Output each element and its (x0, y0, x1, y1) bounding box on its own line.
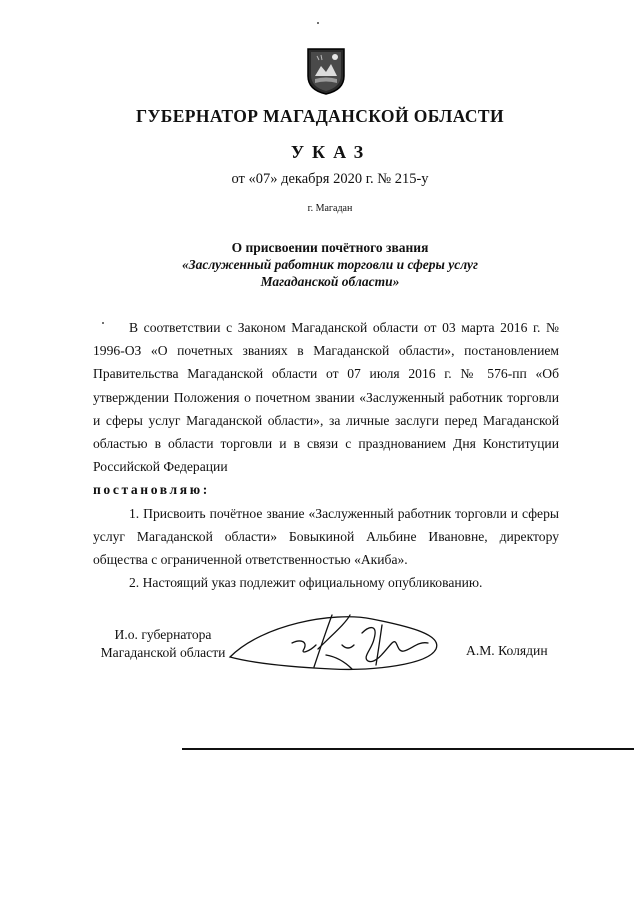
issuing-authority: ГУБЕРНАТОР МАГАДАНСКОЙ ОБЛАСТИ (135, 106, 504, 126)
title-line-3: Магаданской области» (260, 274, 400, 289)
document-type: УКАЗ (290, 142, 372, 162)
decree-word: постановляю: (93, 482, 210, 498)
item-2: 2. Настоящий указ подлежит официальному опубликованию. (129, 575, 483, 591)
signer-position-line-2: Магаданской области (100, 645, 226, 660)
document-city: г. Магадан (307, 203, 353, 214)
coat-of-arms-icon (305, 46, 347, 96)
scan-speck (317, 22, 319, 24)
scan-speck (102, 322, 104, 324)
decree-paragraph (93, 478, 559, 501)
item-1: 1. Присвоить почётное звание «Заслуженный работник торговли и сферы услуг Магаданской области» Бовыкиной Альбине Ивановне, директору общества с ограниченной ответственностью «Акиба». (93, 505, 559, 568)
signer-position-line-1: И.о. губернатора (114, 627, 212, 642)
title-line-1: О присвоении почётного звания (231, 240, 429, 255)
preamble-paragraph (93, 316, 559, 478)
signer-name: А.М. Колядин (466, 643, 548, 658)
preamble-text: В соответствии с Законом Магаданской области от 03 марта 2016 г. № 1996-ОЗ «О почетных званиях в Магаданской области», постановлением Правительства Магаданской области от 07 июля 2016 г. № 576-пп «Об утверждении Положения о почетном звании «Заслуженный работник торговли и сферы услуг Магаданской области», за личные заслуги перед Магаданской областью в области торговли и в связи с празднованием Дня Конституции Российской Федерации (93, 320, 559, 475)
handwritten-signature (222, 605, 454, 683)
title-line-2: «Заслуженный работник торговли и сферы услуг (182, 257, 478, 272)
document-title (0, 239, 640, 290)
bottom-rule (182, 748, 634, 750)
signer-position (88, 626, 238, 662)
document-body (93, 316, 559, 594)
document-date-number: от «07» декабря 2020 г. № 215-у (231, 171, 429, 187)
